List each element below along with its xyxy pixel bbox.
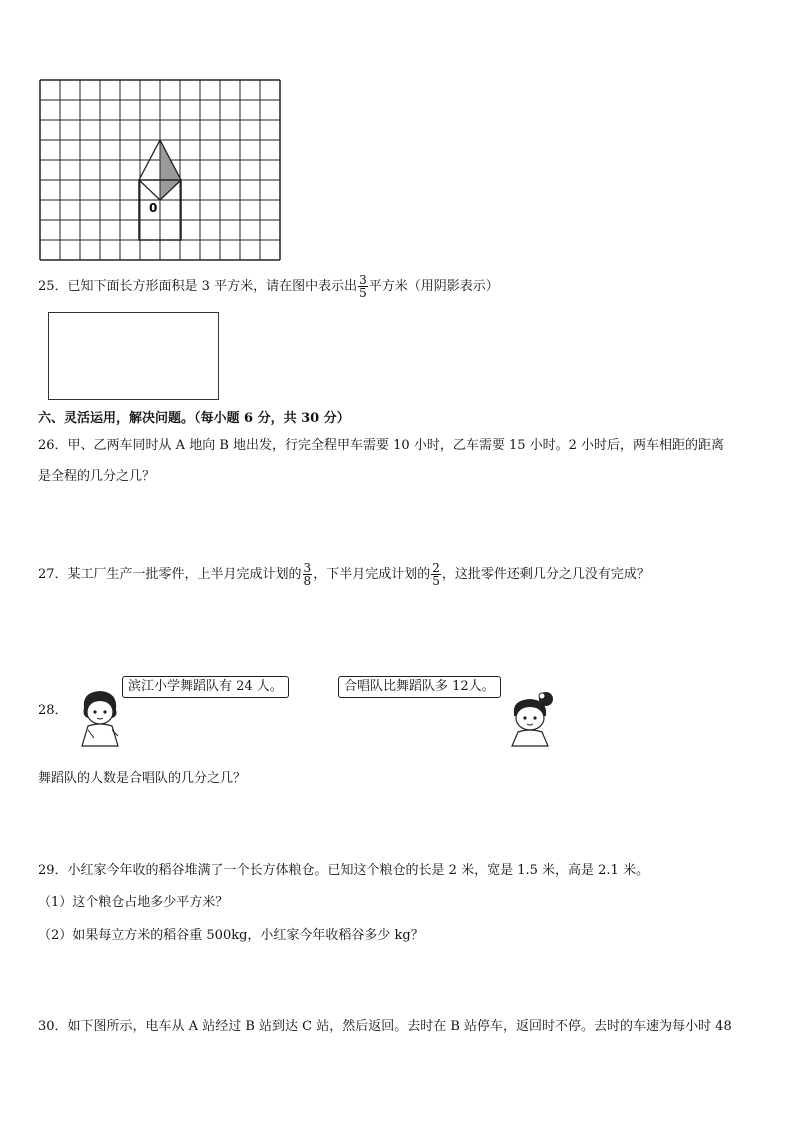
q27-text-b: ，下半月完成计划的 bbox=[313, 567, 431, 582]
q25-fraction: $\frac{3}{5}$ bbox=[359, 273, 367, 300]
q27-text-c: ，这批零件还剩几分之几没有完成？ bbox=[441, 567, 650, 582]
speech-bubble-left: 滨江小学舞蹈队有 24 人。 bbox=[122, 676, 289, 698]
girl-left-illustration bbox=[74, 686, 126, 748]
question-28-text: 舞蹈队的人数是合唱队的几分之几？ bbox=[38, 771, 247, 786]
origin-label: 0 bbox=[149, 201, 158, 215]
speech-bubble-right: 合唱队比舞蹈队多 12人。 bbox=[338, 676, 501, 698]
q25-number: 25． bbox=[38, 279, 68, 294]
q27-fraction-1: $\frac{3}{8}$ bbox=[303, 561, 312, 588]
q27-text-a: 27．某工厂生产一批零件，上半月完成计划的 bbox=[38, 567, 302, 582]
question-30-line-1: 30．如下图所示，电车从 A 站经过 B 站到达 C 站，然后返回。去时在 B 站停车，返回时不停。去时的车速为每小时 48 bbox=[38, 1019, 732, 1034]
question-29-line-1: 29．小红家今年收的稻谷堆满了一个长方体粮仓。已知这个粮仓的长是 2 米，宽是 1.5 米，高是 2.1 米。 bbox=[38, 863, 649, 878]
question-26-line-1: 26．甲、乙两车同时从 A 地向 B 地出发，行完全程甲车需要 10 小时，乙车需要 15 小时。2 小时后，两车相距的距离 bbox=[38, 438, 725, 453]
question-29-sub-1: （1）这个粮仓占地多少平方米？ bbox=[38, 895, 229, 910]
question-25 bbox=[38, 274, 499, 299]
question-26-line-2: 是全程的几分之几？ bbox=[38, 469, 156, 484]
shaded-triangle bbox=[160, 140, 181, 200]
section-6-heading: 六、灵活运用，解决问题。（每小题 6 分，共 30 分） bbox=[38, 411, 350, 426]
question-27 bbox=[38, 562, 650, 587]
girl-right-illustration bbox=[506, 690, 560, 748]
q25-rectangle bbox=[48, 312, 219, 400]
q25-text-b: 平方米（用阴影表示） bbox=[368, 279, 499, 294]
question-29-sub-2: （2）如果每立方米的稻谷重 500kg，小红家今年收稻谷多少 kg？ bbox=[38, 928, 424, 943]
question-28-number: 28． bbox=[38, 703, 68, 718]
q25-text-a: 已知下面长方形面积是 3 平方米，请在图中表示出 bbox=[67, 279, 358, 294]
q27-fraction-2: $\frac{2}{5}$ bbox=[432, 561, 440, 588]
grid-figure bbox=[38, 78, 282, 262]
